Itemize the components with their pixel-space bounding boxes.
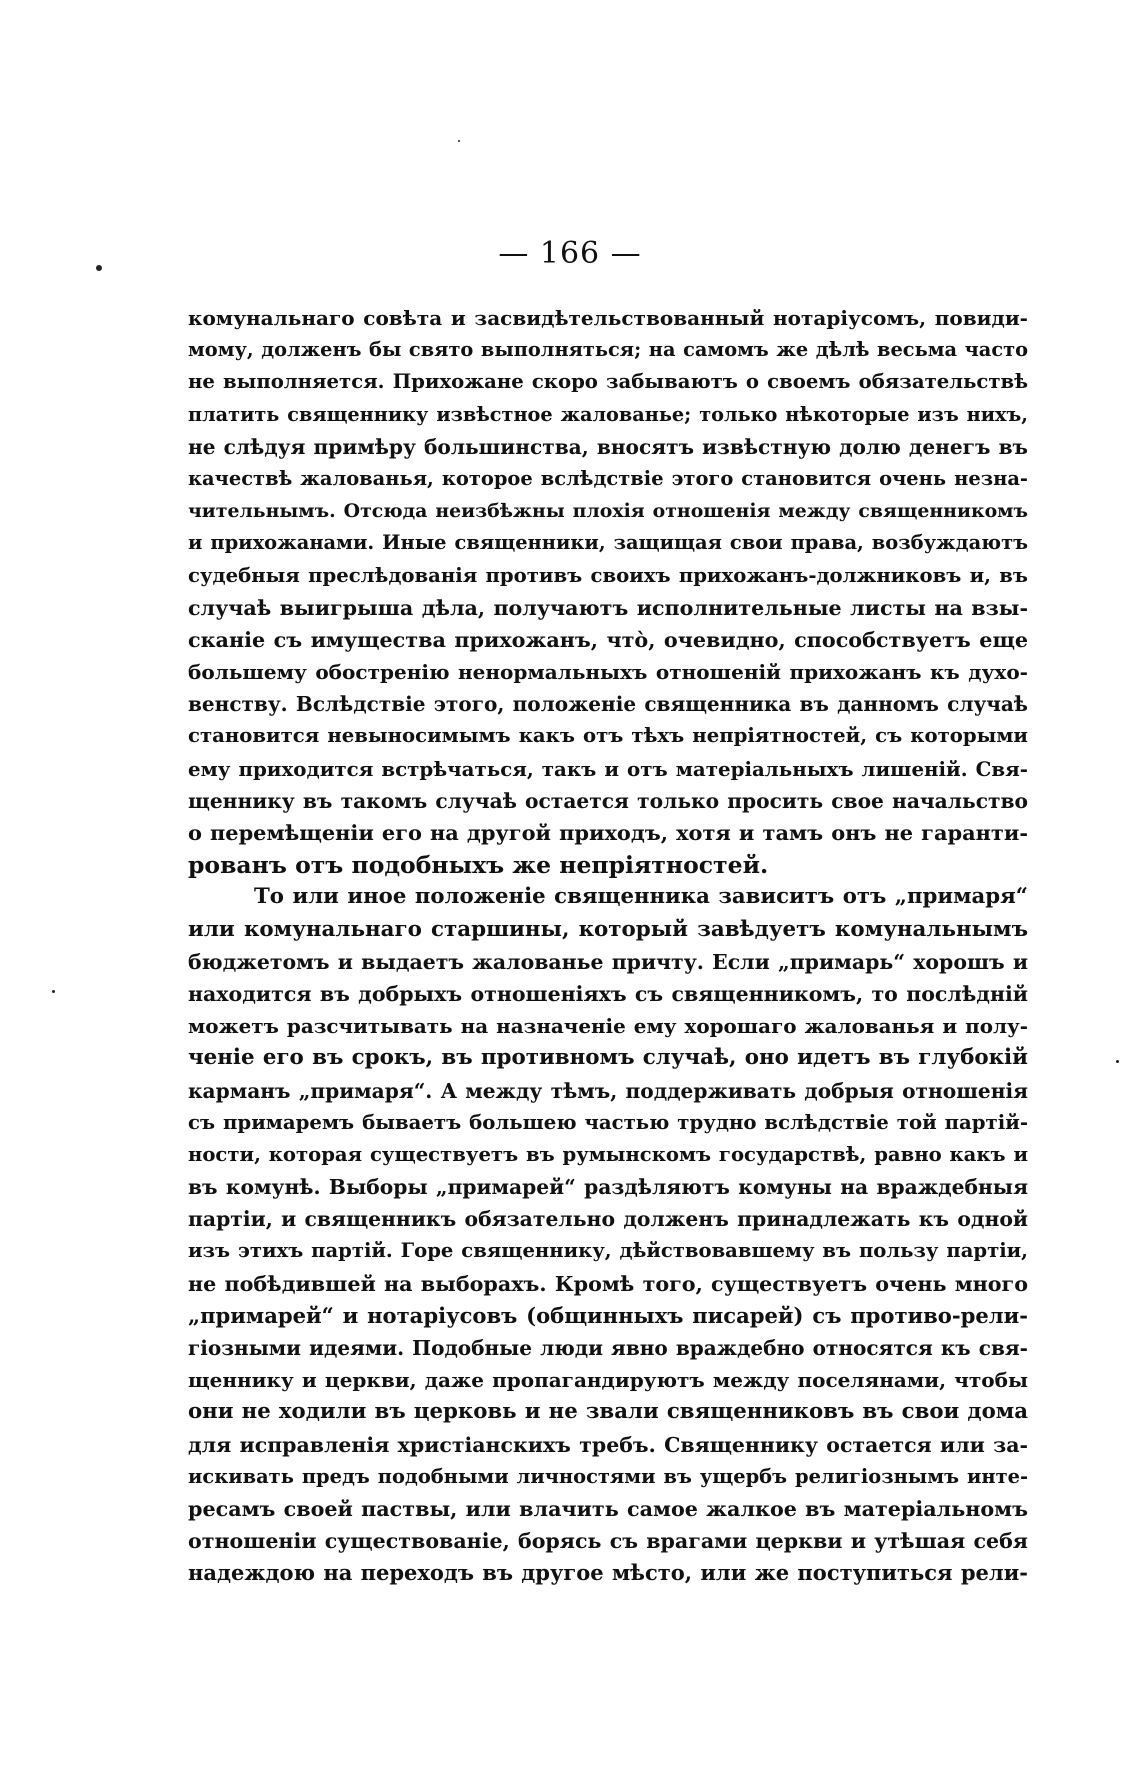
text-line: ресамъ своей паствы, или влачить самое жалкое въ матеріальномъ xyxy=(188,1496,1028,1521)
text-line: и прихожанами. Иные священники, защищая свои права, возбуждаютъ xyxy=(188,531,1028,555)
text-line: карманъ „примаря“. А между тѣмъ, поддерживать добрыя отношенія xyxy=(188,1078,1028,1103)
text-line: чительнымъ. Отсюда неизбѣжны плохія отношенія между священникомъ xyxy=(188,500,1028,523)
text-line: искивать предъ подобными личностями въ ущербъ религіознымъ инте- xyxy=(188,1464,1028,1488)
text-line: „примарей“ и нотаріусовъ (общинныхъ писарей) съ противо-рели- xyxy=(188,1302,1028,1328)
body-text xyxy=(188,302,1028,1590)
text-line: мому, долженъ бы свято выполняться; на самомъ же дѣлѣ весьма часто xyxy=(188,338,1028,362)
text-line: они не ходили въ церковь и не звали священниковъ въ свои дома xyxy=(188,1399,1028,1425)
paragraph-start-line: То или иное положеніе священника зависитъ отъ „примаря“ xyxy=(254,884,1028,910)
text-line: становится невыносимымъ какъ отъ тѣхъ непріятностей, съ которыми xyxy=(188,724,1028,748)
text-line: бюджетомъ и выдаетъ жалованье причту. Если „примарь“ хорошъ и xyxy=(188,949,1028,974)
text-line: о перемѣщеніи его на другой приходъ, хотя и тамъ онъ не гаранти- xyxy=(188,820,1028,845)
text-line: изъ этихъ партій. Горе священнику, дѣйствовавшему въ пользу партіи, xyxy=(188,1239,1028,1263)
text-line: не слѣдуя примѣру большинства, вносятъ извѣстную долю денегъ въ xyxy=(188,434,1028,459)
text-line: въ комунѣ. Выборы „примарей“ раздѣляютъ комуны на враждебныя xyxy=(188,1175,1028,1200)
text-line: съ примаремъ бываетъ большею частью трудно вслѣдствіе той партій- xyxy=(188,1110,1028,1134)
text-line: отношеніи существованіе, борясь съ врагами церкви и утѣшая себя xyxy=(188,1529,1028,1554)
text-line: рованъ отъ подобныхъ же непріятностей. xyxy=(188,851,769,880)
margin-mark xyxy=(458,140,460,142)
margin-mark xyxy=(1116,1060,1119,1063)
text-line: щеннику и церкви, даже пропагандируютъ между поселянами, чтобы xyxy=(188,1368,1028,1393)
text-line: ности, которая существуетъ въ румынскомъ государствѣ, равно какъ и xyxy=(188,1142,1028,1166)
text-line: не выполняется. Прихожане скоро забываютъ о своемъ обязательствѣ xyxy=(188,370,1028,394)
margin-mark xyxy=(52,990,55,993)
text-line: находится въ добрыхъ отношеніяхъ съ священникомъ, то послѣдній xyxy=(188,981,1028,1006)
text-line: большему обостренію ненормальныхъ отношеній прихожанъ къ духо- xyxy=(188,660,1028,685)
text-line: ему приходится встрѣчаться, такъ и отъ матеріальныхъ лишеній. Свя- xyxy=(188,756,1028,781)
text-line: случаѣ выигрыша дѣла, получаютъ исполнительные листы на взы- xyxy=(188,595,1028,620)
text-line: судебныя преслѣдованія противъ своихъ прихожанъ-должниковъ и, въ xyxy=(188,563,1028,587)
text-line: партіи, и священникъ обязательно долженъ принадлежать къ одной xyxy=(188,1207,1028,1232)
text-line: можетъ разсчитывать на назначеніе ему хорошаго жалованья и полу- xyxy=(188,1014,1028,1039)
text-line: ченіе его въ срокъ, въ противномъ случаѣ, оно идетъ въ глубокій xyxy=(188,1045,1028,1071)
text-line: щеннику въ такомъ случаѣ остается только просить свое начальство xyxy=(188,788,1028,813)
text-line: качествѣ жалованья, которое вслѣдствіе этого становится очень незна- xyxy=(188,466,1028,490)
text-line: для исправленія христіанскихъ требъ. Священнику остается или за- xyxy=(188,1432,1028,1457)
text-line: надеждою на переходъ въ другое мѣсто, или же поступиться рели- xyxy=(188,1560,1028,1586)
text-line: или комунальнаго старшины, который завѣдуетъ комунальнымъ xyxy=(188,916,1028,942)
text-line: платить священнику извѣстное жалованье; только нѣкоторые изъ нихъ, xyxy=(188,402,1028,426)
page-number: — 166 — xyxy=(498,236,642,271)
text-line: сканіе съ имущества прихожанъ, что̀, очевидно, способствуетъ еще xyxy=(188,627,1028,652)
text-line: комунальнаго совѣта и засвидѣтельствованный нотаріусомъ, повиди- xyxy=(188,306,1028,330)
text-line: гіозными идеями. Подобные люди явно враждебно относятся къ свя- xyxy=(188,1336,1028,1360)
text-line: венству. Вслѣдствіе этого, положеніе священника въ данномъ случаѣ xyxy=(188,692,1028,717)
text-line: не побѣдившей на выборахъ. Кромѣ того, существуетъ очень много xyxy=(188,1271,1028,1296)
